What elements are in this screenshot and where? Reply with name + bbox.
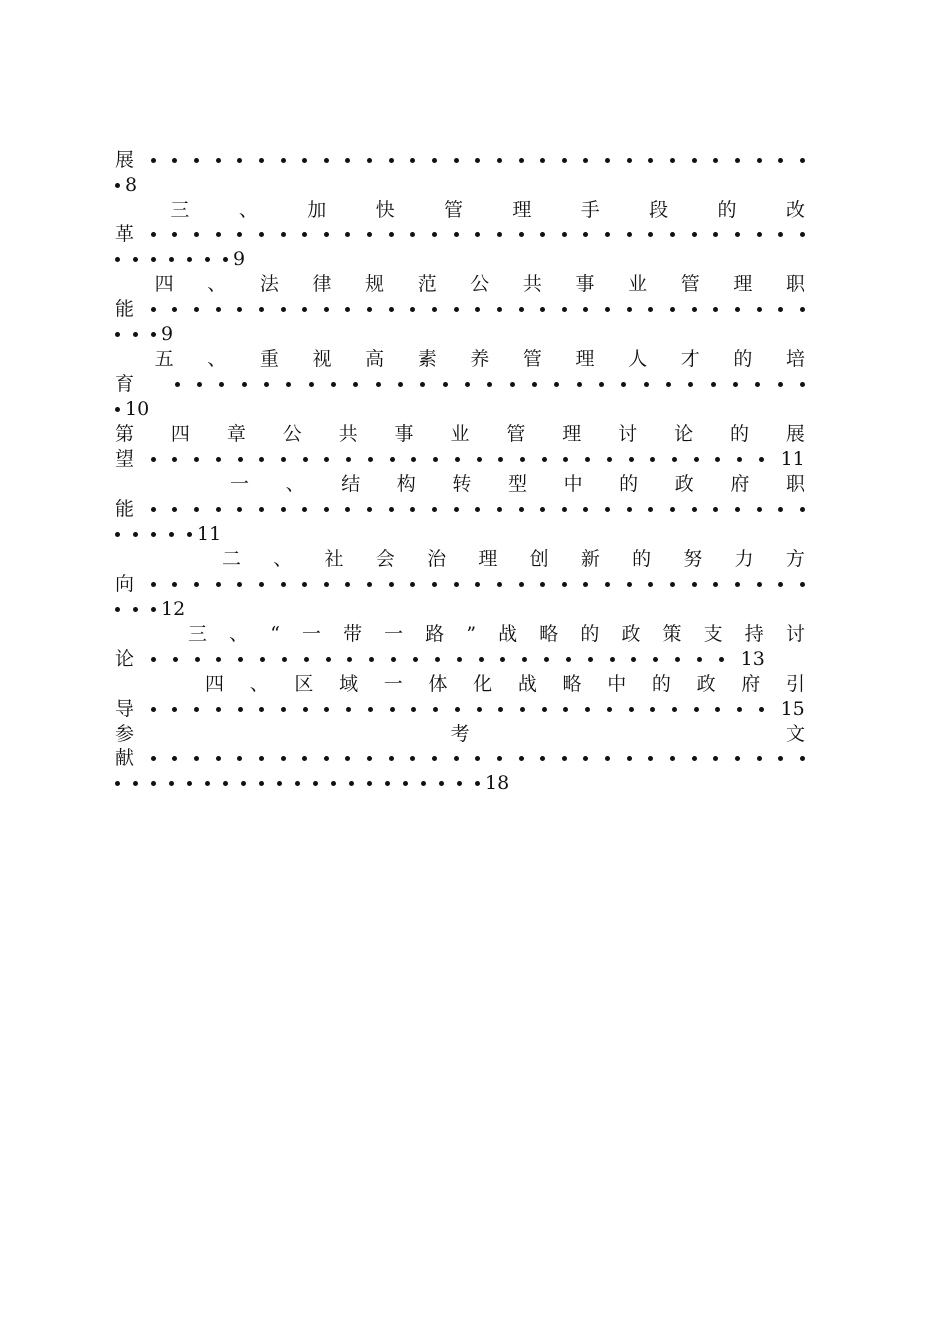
toc-row: 四 、 区 域 一 体 化 战 略 中 的 政 府 引 [205, 673, 805, 695]
toc-row: 第 四 章 公 共 事 业 管 理 讨 论 的 展 [115, 423, 805, 445]
toc-row [115, 247, 805, 272]
toc-row [115, 322, 805, 347]
toc-page-number: 10 [125, 398, 150, 420]
toc-row: 二 、 社 会 治 理 创 新 的 努 力 方 [222, 548, 805, 570]
toc-row: 四 、 法 律 规 范 公 共 事 业 管 理 职 [154, 273, 805, 295]
toc-page-number: 12 [161, 598, 186, 620]
toc-row: 参 考 文 [115, 723, 805, 745]
toc-row [115, 647, 765, 672]
toc-row [115, 572, 805, 597]
toc-row [115, 597, 805, 622]
toc-char: 展 [115, 149, 135, 171]
toc-row [115, 746, 805, 771]
toc-char: 望 [115, 448, 135, 470]
toc-row [115, 173, 805, 198]
toc-char: 能 [115, 498, 135, 520]
toc-char: 向 [115, 573, 135, 595]
toc-row [115, 771, 805, 796]
toc-page-number: 11 [780, 448, 805, 470]
toc-page-number: 11 [197, 523, 222, 545]
toc-char: 论 [115, 648, 135, 670]
toc-row [115, 148, 805, 173]
toc-page-number: 9 [233, 248, 246, 270]
toc-page-number: 15 [780, 698, 805, 720]
toc-row [115, 297, 805, 322]
toc-row [115, 522, 805, 547]
toc-row [115, 447, 805, 472]
toc-row: 三 、 “ 一 带 一 路 ” 战 略 的 政 策 支 持 讨 [188, 623, 805, 645]
toc-row [115, 222, 805, 247]
toc-char: 导 [115, 698, 135, 720]
toc-row [115, 497, 805, 522]
toc-char: 能 [115, 298, 135, 320]
toc-page-number: 13 [740, 648, 765, 670]
toc-row [115, 372, 805, 397]
toc-page-number: 18 [485, 772, 510, 794]
toc-row: 三 、 加 快 管 理 手 段 的 改 [170, 199, 805, 221]
toc-row [115, 697, 805, 722]
toc-row: 一 、 结 构 转 型 中 的 政 府 职 [230, 473, 805, 495]
toc-row: 五 、 重 视 高 素 养 管 理 人 才 的 培 [154, 348, 805, 370]
toc-char: 革 [115, 223, 135, 245]
toc-char: 育 [115, 373, 135, 395]
toc-char: 献 [115, 747, 135, 769]
toc-page-number: 9 [161, 323, 174, 345]
toc-page-number: 8 [125, 174, 138, 196]
toc-row [115, 397, 805, 422]
